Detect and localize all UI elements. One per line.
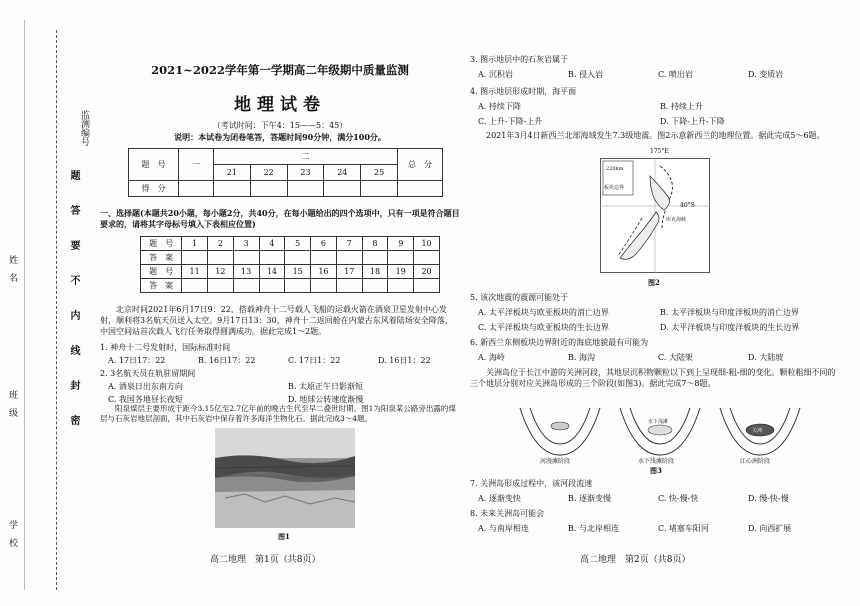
q8-option-a[interactable]: A. 与南岸相连 [478, 524, 529, 533]
page-2-footer: 高二地理 第2页（共8页） [580, 555, 691, 565]
ans-cell[interactable] [233, 251, 259, 265]
q1-option-a[interactable]: A. 17日17：22 [108, 356, 166, 365]
passage-4: 关洲岛位于长江中游的关洲河段，其地层沉积物颗粒以下到上呈现细-粗-细的变化。颗粒粗细不同的三个地层分别对应关洲岛形成的三个阶段(如图3)。据此完成7～8题。 [470, 368, 836, 388]
question-3: 3. 图示地层中的石灰岩属于 [470, 55, 569, 64]
school-label: 学 校 [7, 520, 17, 547]
ans-cell[interactable] [182, 251, 208, 265]
ans-cell[interactable] [414, 279, 440, 293]
ans-num: 8 [362, 237, 388, 251]
figure-1-caption: 图1 [278, 532, 290, 541]
score-num: 25 [361, 165, 398, 181]
ans-cell[interactable] [311, 251, 337, 265]
ans-header: 答 案 [141, 251, 182, 265]
seal-char: 要 [68, 240, 79, 250]
guanzhou-island-stages [510, 400, 810, 465]
score-row-defen: 得 分 [129, 181, 179, 197]
question-8: 8. 未来关洲岛可能会 [470, 509, 545, 518]
score-num: 23 [287, 165, 324, 181]
ans-cell[interactable] [336, 251, 362, 265]
ans-num: 4 [259, 237, 285, 251]
new-zealand-map [600, 148, 710, 273]
page-1 [100, 0, 460, 606]
ans-num: 6 [311, 237, 337, 251]
score-header-er: 二 [214, 149, 398, 165]
map-latitude: 40°S [680, 202, 695, 209]
ans-num: 1 [182, 237, 208, 251]
map-longitude: 175°E [650, 148, 669, 155]
score-table [128, 148, 443, 197]
seal-line [56, 30, 57, 590]
ans-num: 9 [388, 237, 414, 251]
page-1-footer: 高二地理 第1页（共8页） [210, 555, 321, 565]
map-strait: 库克海峡 [666, 217, 687, 223]
score-cell[interactable] [179, 181, 214, 197]
fig3-stage-3: 江心洲阶段 [740, 458, 771, 465]
ans-cell[interactable] [362, 279, 388, 293]
q6-option-c[interactable]: C. 大陆架 [658, 353, 693, 362]
q1-option-b[interactable]: B. 16日17：22 [198, 356, 256, 365]
q5-option-d[interactable]: D. 太平洋板块与印度洋板块的生长边界 [660, 323, 800, 332]
score-cell[interactable] [250, 181, 287, 197]
q3-option-c[interactable]: C. 喷出岩 [658, 70, 693, 79]
seal-char: 封 [68, 380, 79, 390]
q3-option-b[interactable]: B. 侵入岩 [568, 70, 603, 79]
ans-cell[interactable] [388, 279, 414, 293]
q6-option-b[interactable]: B. 海沟 [568, 353, 595, 362]
ans-cell[interactable] [311, 279, 337, 293]
ans-cell[interactable] [208, 279, 234, 293]
q4-option-c[interactable]: C. 上升-下降-上升 [478, 117, 543, 126]
map-legend: 板块边界 [604, 185, 625, 191]
ans-num: 7 [336, 237, 362, 251]
score-cell[interactable] [361, 181, 398, 197]
exam-number-label: 监测编号 [79, 110, 89, 146]
q8-option-b[interactable]: B. 与北岸相连 [568, 524, 619, 533]
ans-cell[interactable] [285, 251, 311, 265]
q7-option-a[interactable]: A. 逐渐变快 [478, 494, 521, 503]
q1-option-d[interactable]: D. 16日1：22 [378, 356, 431, 365]
ans-cell[interactable] [259, 251, 285, 265]
coal-layer-photo [215, 428, 355, 528]
exam-time: （考试时间：下午4：15——5：45） [212, 121, 348, 130]
q3-option-d[interactable]: D. 变质岩 [748, 70, 784, 79]
fig3-inner-island: 关洲 [752, 428, 763, 434]
q2-option-b[interactable]: B. 太原正午日影渐短 [288, 382, 363, 391]
ans-num: 17 [336, 265, 362, 279]
score-header-total: 总 分 [398, 149, 443, 181]
ans-cell[interactable] [336, 279, 362, 293]
section-1-heading: 一、选择题(本题共20小题，每小题2分，共40分，在每小题给出的四个选项中，只有一项是符合题目要求的，请将其字母标号填入下表相应位置) [100, 208, 460, 229]
score-cell[interactable] [214, 181, 251, 197]
q5-option-c[interactable]: C. 太平洋板块与欧亚板块的生长边界 [478, 323, 609, 332]
q7-option-d[interactable]: D. 慢-快-慢 [748, 494, 789, 503]
seal-char: 不 [68, 275, 79, 285]
exam-title: 2021~2022学年第一学期高二年级期中质量监测 [151, 63, 409, 77]
ans-cell[interactable] [414, 251, 440, 265]
score-header-yi: 一 [179, 149, 214, 181]
q6-option-a[interactable]: A. 海岭 [478, 353, 505, 362]
question-7: 7. 关洲岛形成过程中，该河段流速 [470, 479, 593, 488]
q1-option-c[interactable]: C. 17日1：22 [288, 356, 341, 365]
q3-option-a[interactable]: A. 沉积岩 [478, 70, 513, 79]
seal-char: 答 [68, 205, 79, 215]
ans-cell[interactable] [362, 251, 388, 265]
ans-cell[interactable] [233, 279, 259, 293]
passage-1: 北京时间2021年6月17日9：22，搭载神舟十二号载人飞船的运载火箭在酒泉卫星发射中心发射，顺利将3名航天员送入太空。9月17日13：30，神舟十二返回舱在内蒙古东风着陆场安全降落，中国空间站首次载人飞行任务取得圆满成功。据此完成1～2题。 [100, 305, 453, 336]
q4-option-a[interactable]: A. 持续下降 [478, 102, 521, 111]
ans-num: 20 [414, 265, 440, 279]
ans-header: 答 案 [141, 279, 182, 293]
binding-edge [24, 20, 25, 590]
class-label: 班 级 [7, 390, 17, 417]
question-1: 1. 神舟十二号发射时，国际标准时间 [100, 343, 231, 352]
binding-strip [0, 0, 100, 606]
ans-num: 2 [208, 237, 234, 251]
ans-num: 13 [233, 265, 259, 279]
passage-3: 2021年3月4日新西兰北部海域发生7.3级地震。图2示意新西兰的地理位置。据此完成5～6题。 [486, 131, 825, 140]
q2-option-a[interactable]: A. 酒泉日出东南方向 [108, 382, 183, 391]
ans-num: 11 [182, 265, 208, 279]
exam-note: 说明：本试卷为闭卷笔答，答题时间90分钟，满分100分。 [174, 132, 386, 142]
score-num: 22 [250, 165, 287, 181]
ans-header: 题 号 [141, 265, 182, 279]
ans-cell[interactable] [182, 279, 208, 293]
q4-option-d[interactable]: D. 下降-上升-下降 [660, 117, 725, 126]
score-cell[interactable] [287, 181, 324, 197]
q5-option-b[interactable]: B. 太平洋板块与印度洋板块的消亡边界 [660, 308, 799, 317]
q4-option-b[interactable]: B. 持续上升 [660, 102, 703, 111]
question-4: 4. 图示地层形成时期，海平面 [470, 87, 577, 96]
ans-cell[interactable] [285, 279, 311, 293]
ans-num: 15 [285, 265, 311, 279]
ans-num: 3 [233, 237, 259, 251]
ans-num: 10 [414, 237, 440, 251]
question-5: 5. 该次地震的震源可能处于 [470, 293, 569, 302]
q7-option-b[interactable]: B. 逐渐变慢 [568, 494, 611, 503]
ans-num: 18 [362, 265, 388, 279]
figure-2-caption: 图2 [648, 278, 660, 287]
ans-num: 14 [259, 265, 285, 279]
ans-num: 16 [311, 265, 337, 279]
map-scale: 220km [606, 166, 624, 172]
subject-title: 地理试卷 [234, 95, 326, 115]
ans-cell[interactable] [259, 279, 285, 293]
q8-option-d[interactable]: D. 向西扩展 [748, 524, 792, 533]
score-cell[interactable] [398, 181, 443, 197]
fig3-inner-shoal: 水下浅滩 [648, 419, 669, 425]
ans-num: 19 [388, 265, 414, 279]
question-6: 6. 新西兰东侧板块边界附近的海底地貌最有可能为 [470, 338, 649, 347]
name-label: 姓 名 [7, 255, 17, 282]
q5-option-a[interactable]: A. 太平洋板块与欧亚板块的消亡边界 [478, 308, 609, 317]
question-2: 2. 3名航天员在轨驻留期间 [100, 369, 196, 378]
q6-option-d[interactable]: D. 大陆坡 [748, 353, 784, 362]
seal-char: 题 [68, 170, 79, 180]
q2-option-c[interactable]: C. 我国各地昼长夜短 [108, 395, 183, 404]
ans-cell[interactable] [388, 251, 414, 265]
score-cell[interactable] [324, 181, 361, 197]
q8-option-c[interactable]: C. 堵塞车阳河 [658, 524, 709, 533]
answer-table [140, 236, 440, 293]
figure-3-caption: 图3 [650, 466, 662, 475]
score-num: 21 [214, 165, 251, 181]
seal-char: 线 [68, 345, 79, 355]
passage-2: 阳泉煤层主要形成于距今3.15亿至2.7亿年前的晚古生代至早二叠世时期。图1为阳泉某公路旁出露的煤层与石灰岩地层剖面，其中石灰岩中保存着许多海洋生物化石。据此完成3～4题。 [100, 404, 456, 423]
ans-header: 题 号 [141, 237, 182, 251]
fig3-stage-1: 河漫滩阶段 [540, 458, 571, 465]
ans-cell[interactable] [208, 251, 234, 265]
score-header-tihao: 题 号 [129, 149, 179, 181]
page-2 [470, 0, 845, 606]
fig3-stage-2: 水下浅滩阶段 [638, 458, 675, 465]
q2-option-d[interactable]: D. 地球公转速度渐慢 [288, 395, 364, 404]
q7-option-c[interactable]: C. 快-慢-快 [658, 494, 699, 503]
ans-num: 5 [285, 237, 311, 251]
seal-char: 内 [68, 310, 79, 320]
score-num: 24 [324, 165, 361, 181]
ans-num: 12 [208, 265, 234, 279]
seal-char: 密 [68, 415, 79, 425]
